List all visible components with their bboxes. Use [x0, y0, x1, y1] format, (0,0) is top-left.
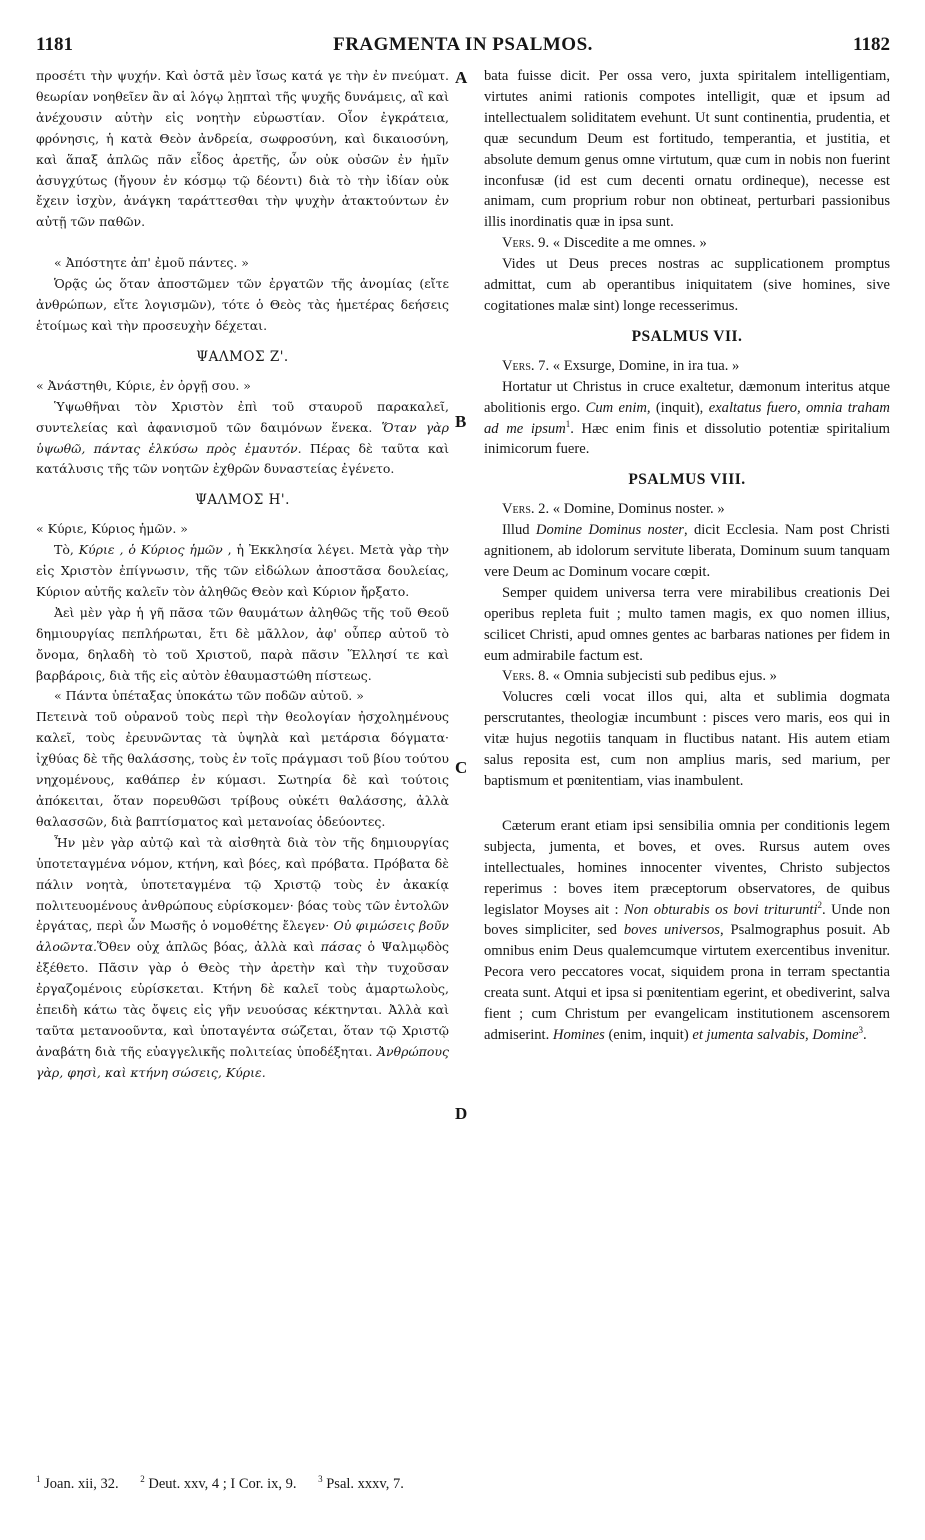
latin-paragraph: Vides ut Deus preces nostras ac supplicationem promptus admittat, cum ab operantibus iniquitatem (sive homines, sive cogitationes malæ sint) longe recesserimus. [484, 256, 890, 314]
page-number-right: 1182 [853, 34, 890, 55]
page-number-left: 1181 [36, 34, 73, 55]
verse-label: Vers. 2. [502, 501, 550, 518]
margin-marker-b: B [455, 412, 467, 431]
greek-paragraph [36, 397, 449, 481]
latin-text: , dicit Ecclesia. Nam post Christi agnitionem, ab idolorum servitute liberata, Dominum suum tanquam vere Deum ac Dominum vocare cœpit. [484, 522, 890, 580]
footnote-ref: 2 [817, 899, 823, 910]
footnote-number: 3 [318, 1474, 323, 1485]
latin-scripture-quote: exaltatus fuero, omnia traham ad me ipsum [484, 399, 890, 437]
latin-paragraph [484, 816, 890, 1046]
greek-text: Ὅθεν οὐχ ἁπλῶς βόας, ἀλλὰ καὶ [97, 939, 321, 955]
verse-quote: « Omnia subjecisti sub pedibus ejus. » [549, 668, 777, 685]
latin-paragraph [484, 377, 890, 461]
greek-psalm-title: ΨΑΛΜΟΣ Η'. [195, 492, 290, 509]
greek-text: , ἡ Ἐκκλησία λέγει. Μετὰ γὰρ τὴν εἰς Χριστὸν ἐπίγνωσιν, τῆς τῶν εἰδώλων ἀποστᾶσα δουλείας, Κύριον αὐτῆς καλεῖν τὸν ἀληθῶς Θεὸν καὶ Κύριον ἤρξατο. [36, 542, 450, 599]
greek-text: Ἦν μὲν γὰρ αὐτῷ καὶ τὰ αἰσθητὰ διὰ τὸν τῆς δημιουργίας ὑποτεταγμένα νόμον, κτήνη, καὶ βόες, καὶ πρόβατα. Πρόβατα δὲ πάλιν νοητὰ, ὑποτεταγμένα τῷ Χριστῷ τοὺς ἐν ἀκακίᾳ πολιτευομένους ἀνθρώπους εὑρίσκομεν· βόας τοὺς τῶν ἐντολῶν ἐργάτας, περὶ ὧν Μωσῆς ὁ νομοθέτης ἔλεγεν· [36, 834, 449, 934]
latin-text: . [863, 1026, 867, 1043]
footnote-text: Psal. xxxv, 7. [322, 1476, 404, 1492]
latin-text: . Unde non boves simpliciter, sed [484, 901, 891, 939]
verse-label: Vers. 9. [502, 235, 550, 252]
latin-psalm-title: PSALMUS VIII. [628, 471, 746, 489]
latin-paragraph: Semper quidem universa terra vere mirabilibus creationis Dei operibus repleta fuit ; multo tamen magis, ex quo nomen illius, scilicet Christi, apud omnes gentes ac barbaras nationes per fidem in eum admirabile factum est. [484, 584, 890, 664]
latin-paragraph: bata fuisse dicit. Per ossa vero, juxta spiritalem intelligentiam, virtutes animi rationis compotes intelligit, quæ et ipsum ad intellectualem soliditatem evehunt. Ut sunt continentia, prudentia, et quæ secundum Deum est fortitudo, temperantia, et justitia, et absolute demum genus omne virtutum, quæ cum in nobis non fuerint inconfusæ (id est cum decenti ornatu ordineque), necesse est animam, cum proprium robur non obtineat, perturbari passionibus illis inordinatis quæ in ipsa sunt. [484, 68, 890, 231]
latin-paragraph [484, 520, 890, 583]
greek-psalm-title: ΨΑΛΜΟΣ Ζ'. [196, 348, 289, 365]
latin-verse-line [484, 356, 890, 377]
margin-marker-d: D [455, 1104, 468, 1123]
greek-verse-quote: « Ἀπόστητε ἀπ' ἐμοῦ πάντες. » [54, 255, 249, 271]
latin-verse-line [484, 499, 890, 520]
latin-italic: boves universos [623, 922, 720, 939]
page-header [36, 34, 890, 64]
greek-verse-quote: « Ἀνάστηθι, Κύριε, ἐν ὀργῇ σου. » [36, 377, 251, 393]
latin-text: Cæterum erant etiam ipsi sensibilia omnia per conditionis legem subjecta, jumenta, et boves, et oves. Rursus autem oves intellectuales, homines innocenter viventes, Christo subjectos reperimus : boves item præceptorum observatores, de quibus legislator Moyses ait : [484, 817, 890, 918]
footnote-ref: 1 [565, 418, 571, 429]
footnote-text: Deut. xxv, 4 ; I Cor. ix, 9. [144, 1476, 297, 1492]
footnote [318, 1476, 404, 1492]
greek-scripture-quote: Ὅταν γὰρ ὑψωθῶ, πάντας ἑλκύσω πρὸς ἐμαυτόν. [36, 419, 449, 456]
greek-verse-quote: « Κύριε, Κύριος ἡμῶν. » [36, 521, 188, 537]
verse-quote: « Exsurge, Domine, in ira tua. » [549, 357, 740, 374]
greek-italic: πάσας [320, 939, 362, 955]
footnotes [36, 1476, 890, 1493]
latin-italic: Domine Dominus noster [535, 522, 684, 539]
latin-scripture-quote: Non obturabis os bovi triturunti [624, 901, 818, 918]
verse-quote: « Discedite a me omnes. » [549, 235, 707, 252]
greek-paragraph [36, 833, 449, 1084]
greek-paragraph: Πετεινὰ τοῦ οὐρανοῦ τοὺς περὶ τὴν θεολογίαν ἠσχολημένους καλεῖ, τοὺς ἐρευνῶντας τὰ ὑψηλὰ καὶ μετάρσια δόγματα· ἰχθύας δὲ τῆς θαλάσσης, τοὺς ἐν τοῖς πράγμασι τοῦ βίου τούτου νηχομένους, καθάπερ ἐν κύμασι. Σωτηρία δὲ καὶ τούτοις ἀπόκειται, ὅταν πορευθῶσι τρίβους οὐκέτι θαλάσσης, ἀλλὰ θαλασσῶν, διὰ βαπτίσματος καὶ μετανοίας ὁδεύοντες. [36, 709, 449, 829]
greek-italic: Κύριε , ὁ Κύριος ἡμῶν [78, 542, 223, 558]
latin-italic: Homines [552, 1026, 605, 1043]
margin-marker-a: A [455, 68, 468, 87]
latin-italic: Cum enim, [585, 399, 651, 416]
greek-text: ὁ Ψαλμῳδὸς ἐξέθετο. Πᾶσιν γὰρ ὁ Θεὸς τὴν ἀρετὴν καὶ τὴν τυχοῦσαν ἐργαζομένοις εὑρίσκεται. Κτήνη δὲ καλεῖ τοὺς ἁμαρτωλοὺς, ἐπειδὴ κάτω τὰς ὄψεις εἰς γῆν νευούσας κέκτηνται. Ἀλλὰ καὶ ταῦτα μετανοοῦντα, καὶ ὑποταγέντα σώζεται, ὅταν τῷ Χριστῷ ἀναβάτη διὰ τῆς εὐαγγελικῆς πολιτείας ὑποδέξηται. [36, 939, 450, 1059]
footnote-text: Joan. xii, 32. [40, 1476, 119, 1492]
latin-column [484, 66, 890, 1046]
latin-text: . Hæc enim finis et dissolutio potentiæ spiritalium inimicorum fuere. [484, 420, 890, 458]
greek-paragraph: Ἀεὶ μὲν γὰρ ἡ γῆ πᾶσα τῶν θαυμάτων ἀληθῶς τῆς τοῦ Θεοῦ δημιουργίας πεπλήρωται, ἔτι δὲ μᾶλλον, ἀφ' οὗπερ αὐτοῦ τὸ ὄνομα, δηλαδὴ τὸ τοῦ Χριστοῦ, παρὰ πᾶσιν Ἕλλησί τε καὶ βαρβάροις, διὰ τῆς εἰς αὐτὸν ἐθαυμαστώθη πίστεως. [36, 604, 449, 683]
footnote [140, 1476, 296, 1492]
footnote-ref: 3 [858, 1025, 864, 1036]
greek-verse-quote: « Πάντα ὑπέταξας ὑποκάτω τῶν ποδῶν αὐτοῦ. » [54, 688, 364, 704]
greek-paragraph [36, 540, 449, 603]
greek-text: Πέρας δὲ ταῦτα καὶ κατάλυσις τῆς τῶν νοητῶν ἐχθρῶν δυναστείας ἐγένετο. [36, 440, 449, 477]
latin-psalm-title: PSALMUS VII. [631, 327, 743, 345]
latin-text: Hortatur ut Christus in cruce exaltetur, dæmonum interitus atque abolitionis ergo. [484, 378, 890, 416]
latin-text: (inquit), [650, 399, 709, 416]
greek-paragraph: προσέτι τὴν ψυχήν. Καὶ ὀστᾶ μὲν ἴσως κατά γε τὴν ἐν πνεύματ. θεωρίαν νοηθεῖεν ἂν αἱ λόγῳ λῃπταὶ τῆς ψυχῆς δυνάμεις, αἳ καὶ ἀνέχουσιν αὐτὴν εἰς νοητὴν εὐρωστίαν. Οἷον ἐγκράτεια, φρόνησις, ἡ κατὰ Θεὸν ἀνδρεία, σωφροσύνη, καὶ δικαιοσύνη, καὶ ἅπαξ ἁπλῶς πᾶν εἶδος ἀρετῆς, ὧν οὐκ οὐσῶν ἐν ἡμῖν ἀσυγχύτως (ἤγουν ἐν κόσμῳ τῷ δέοντι) διὰ τὸ τὴν ἰδίαν οὐκ ἔχειν ἰσχὺν, ἀνάγκη ταράττεσθαι τὴν ψυχὴν ἀτακτούντων ἐν αὐτῇ τῶν παθῶν. [36, 68, 449, 230]
margin-marker-c: C [455, 758, 468, 777]
greek-scripture-quote: Ἀνθρώπους γὰρ, φησὶ, καὶ κτήνη σώσεις, Κύριε. [36, 1043, 449, 1080]
latin-paragraph: Volucres cœli vocat illos qui, alta et sublimia dogmata perscrutantes, theologiæ incumbunt : pisces vero maris, eos qui in vitæ hujus negotiis tanquam in fluctibus natant. His autem etiam salus reposita est, cum non amplius maris, sed marium, per baptismum et pœnitentiam, vias inambulent. [484, 689, 890, 789]
latin-text: Illud [502, 522, 536, 539]
latin-verse-line [484, 233, 890, 254]
greek-text: Ὑψωθῆναι τὸν Χριστὸν ἐπὶ τοῦ σταυροῦ παρακαλεῖ, συντελείας καὶ ἀφανισμοῦ τῶν δαιμόνων ἕνεκα. [36, 398, 449, 435]
greek-scripture-quote: Οὐ φιμώσεις βοῦν ἀλοῶντα. [36, 918, 449, 955]
latin-text: (enim, inquit) [604, 1026, 693, 1043]
greek-paragraph: Ὁρᾷς ὡς ὅταν ἀποστῶμεν τῶν ἐργατῶν τῆς ἀνομίας (εἴτε ἀνθρώπων, εἴτε λογισμῶν), τότε ὁ Θεὸς τὰς ἡμετέρας δεήσεις ἑτοίμως καὶ τὴν προσευχὴν δέχεται. [36, 276, 449, 333]
verse-label: Vers. 8. [502, 668, 550, 685]
greek-text: Τὸ, [54, 542, 79, 558]
footnote [36, 1476, 119, 1492]
verse-label: Vers. 7. [502, 357, 550, 374]
running-title: FRAGMENTA IN PSALMOS. [333, 34, 593, 55]
latin-text: , Psalmographus posuit. Ab omnibus enim Deus qualemcumque virtutem exercentibus invenitur. Pecora vero peccatores vocat, siquidem prona in terram spectantia creata sunt. Atqui et ipsa si pœnitentiam egerint, et obediverint, salva fient ; cum Christum per evangelicam institutionem ascensorem admiserint. [484, 922, 890, 1043]
latin-scripture-quote: et jumenta salvabis, Domine [692, 1026, 859, 1043]
greek-column [36, 66, 449, 1084]
footnote-number: 1 [36, 1474, 41, 1485]
latin-verse-line [484, 666, 890, 687]
verse-quote: « Domine, Dominus noster. » [549, 501, 725, 518]
footnote-number: 2 [140, 1474, 145, 1485]
